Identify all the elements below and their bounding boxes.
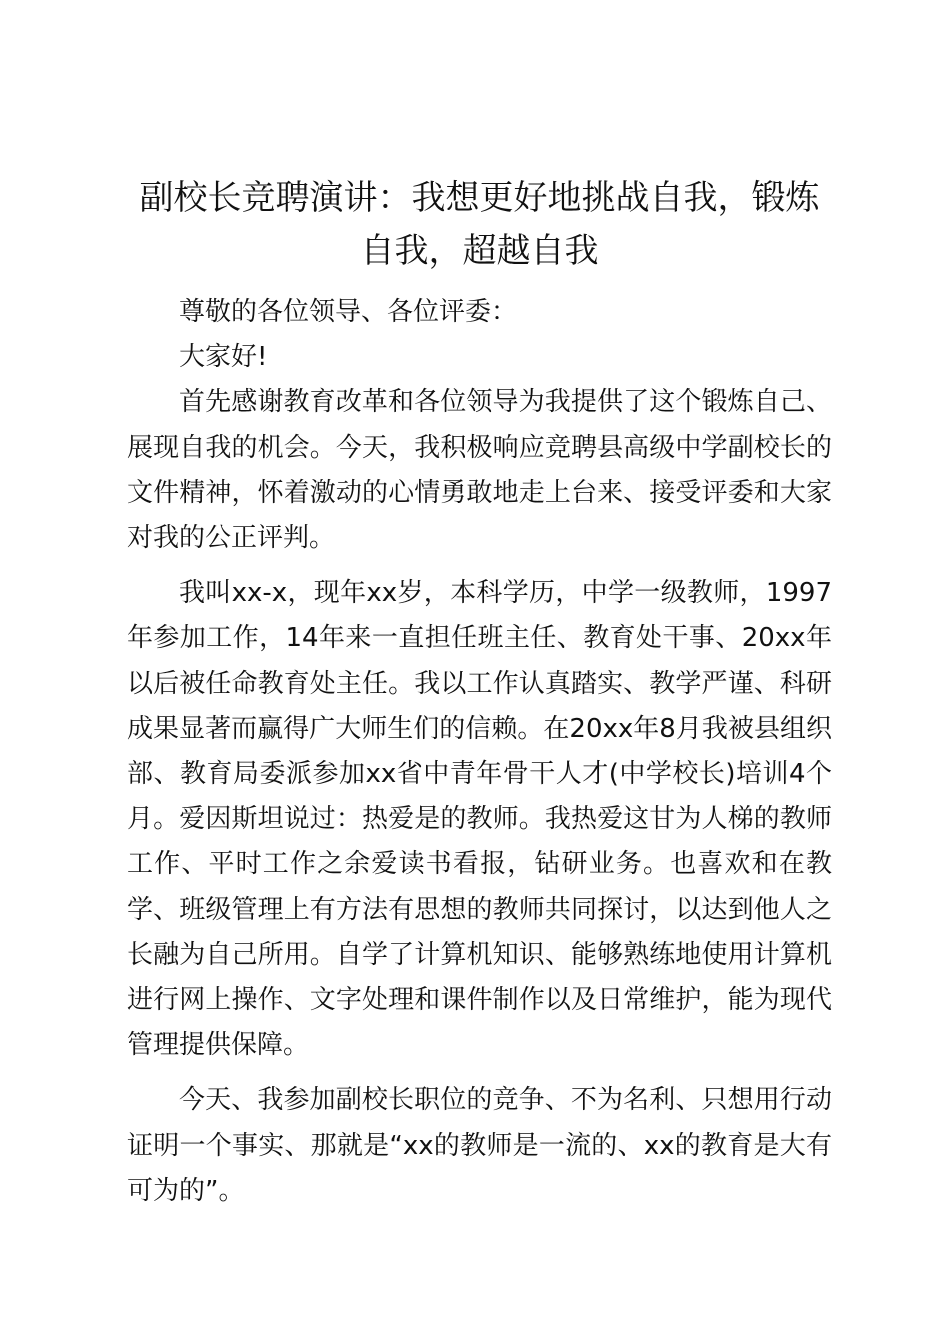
body-paragraph: 我叫xx-x，现年xx岁，本科学历，中学一级教师，1997年参加工作，14年来一直担任班主任、教育处干事、20xx年以后被任命教育处主任。我以工作认真踏实、教学严谨、科研成果显著而赢得广大师生们的信赖。在20xx年8月我被县组织部、教育局委派参加xx省中青年骨干人才(中学校长)培训4个月。爱因斯坦说过：热爱是的教师。我热爱这甘为人梯的教师工作、平时工作之余爱读书看报，钻研业务。也喜欢和在教学、班级管理上有方法有思想的教师共同探讨，以达到他人之长融为自己所用。自学了计算机知识、能够熟练地使用计算机进行网上操作、文字处理和课件制作以及日常维护，能为现代管理提供保障。 [127,578,832,1061]
document-title: 副校长竞聘演讲：我想更好地挑战自我，锻炼自我，超越自我 [139,178,820,271]
salutation-paragraph: 尊敬的各位领导、各位评委： [179,297,518,327]
greeting-paragraph: 大家好! [179,342,268,373]
body-paragraph: 首先感谢教育改革和各位领导为我提供了这个锻炼自己、展现自我的机会。今天，我积极响应竞聘县高级中学副校长的文件精神，怀着激动的心情勇敢地走上台来、接受评委和大家对我的公正评判。 [127,387,832,554]
body-paragraph: 今天、我参加副校长职位的竞争、不为名利、只想用行动证明一个事实、那就是“xx的教师是一流的、xx的教育是大有可为的”。 [127,1085,832,1206]
document-body [127,172,832,1214]
